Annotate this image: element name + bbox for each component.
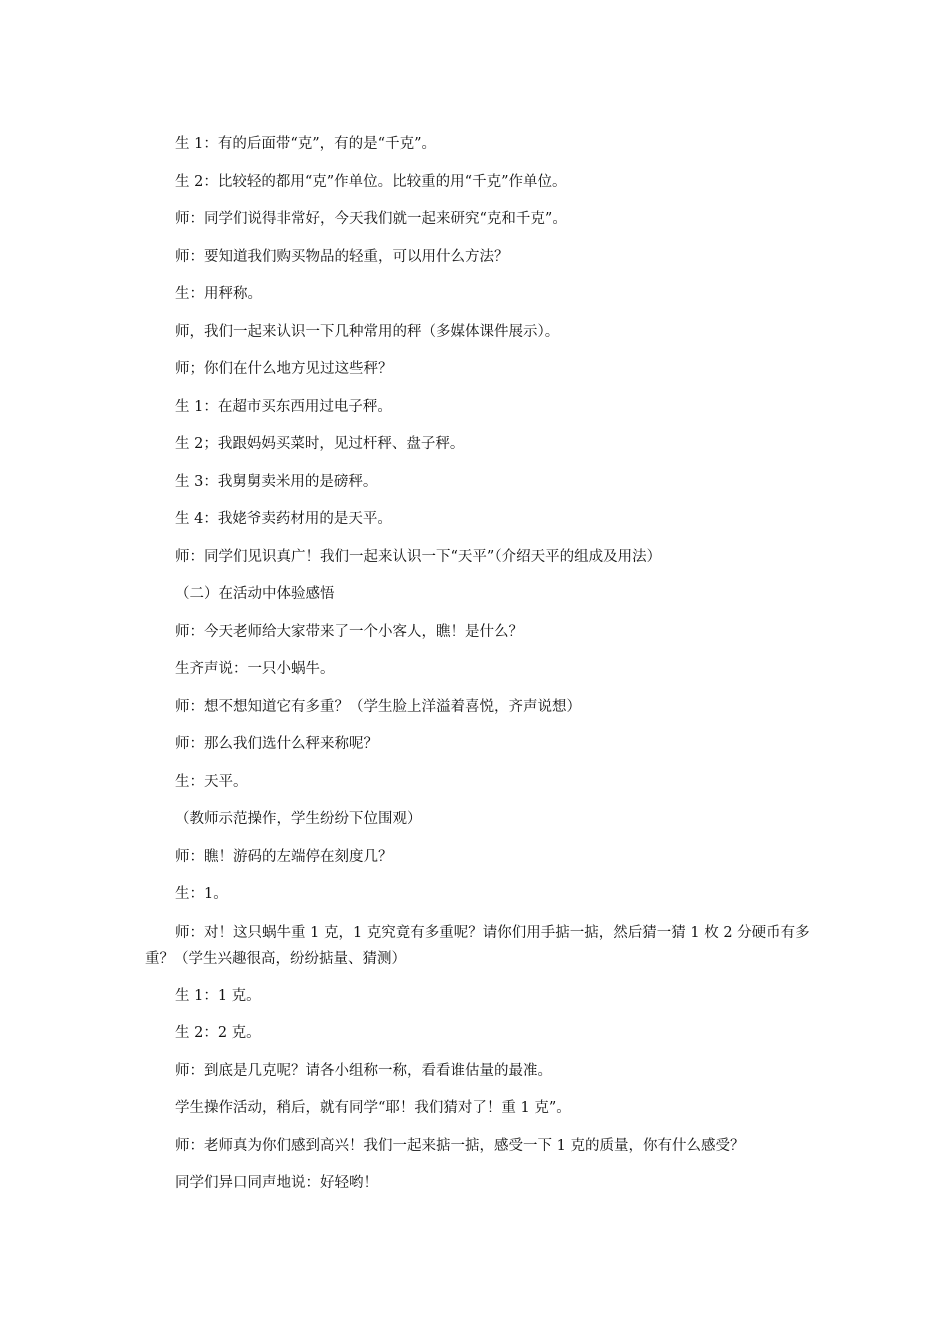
- paragraph: 生 3：我舅舅卖米用的是磅秤。: [175, 473, 378, 490]
- paragraph: 生：用秤称。: [175, 286, 262, 302]
- paragraph: 师：要知道我们购买物品的轻重，可以用什么方法？: [175, 248, 509, 265]
- paragraph: 师：到底是几克呢？请各小组称一称，看看谁估量的最准。: [175, 1062, 552, 1079]
- paragraph: 生 1：有的后面带“克”，有的是“千克”。: [175, 136, 436, 152]
- paragraph: 师：那么我们选什么秤来称呢？: [175, 736, 378, 752]
- paragraph: 同学们异口同声地说：好轻哟！: [175, 1175, 378, 1191]
- paragraph: 生：天平。: [175, 773, 248, 790]
- paragraph: （教师示范操作，学生纷纷下位围观）: [175, 811, 422, 827]
- paragraph: 学生操作活动，稍后，就有同学“耶！我们猜对了！重 1 克”。: [175, 1100, 571, 1116]
- paragraph: 师，我们一起来认识一下几种常用的秤（多媒体课件展示）。: [175, 323, 560, 340]
- paragraph: 师：今天老师给大家带来了一个小客人，瞧！是什么？: [175, 623, 523, 640]
- paragraph: 生 2：比较轻的都用“克”作单位。比较重的用“千克”作单位。: [175, 173, 567, 190]
- paragraph: 师：老师真为你们感到高兴！我们一起来掂一掂，感受一下 1 克的质量，你有什么感受？: [175, 1137, 745, 1154]
- paragraph: 师：同学们见识真广！我们一起来认识一下“天平”（介绍天平的组成及用法）: [175, 548, 662, 565]
- document-body: [145, 126, 810, 1203]
- paragraph: 生 2：2 克。: [175, 1025, 261, 1041]
- paragraph: 师：同学们说得非常好，今天我们就一起来研究“克和千克”。: [175, 211, 567, 227]
- paragraph: 生 1：在超市买东西用过电子秤。: [175, 398, 392, 415]
- paragraph: 生：1。: [175, 886, 228, 902]
- paragraph: 生 2；我跟妈妈买菜时，见过杆秤、盘子秤。: [175, 436, 465, 452]
- paragraph: 师：想不想知道它有多重？（学生脸上洋溢着喜悦，齐声说想）: [175, 698, 581, 715]
- paragraph: 生 1：1 克。: [175, 987, 261, 1004]
- section-heading: （二）在活动中体验感悟: [175, 586, 335, 602]
- paragraph: 师；你们在什么地方见过这些秤？: [175, 361, 393, 377]
- paragraph: 师：对！这只蜗牛重 1 克，1 克究竟有多重呢？请你们用手掂一掂，然后猜一猜 1 枚 2 分硬币有多重？（学生兴趣很高，纷纷掂量、猜测）: [145, 924, 810, 967]
- paragraph: 生 4：我姥爷卖药材用的是天平。: [175, 511, 392, 527]
- paragraph: 生齐声说：一只小蜗牛。: [175, 661, 335, 677]
- paragraph: 师：瞧！游码的左端停在刻度几？: [175, 848, 393, 865]
